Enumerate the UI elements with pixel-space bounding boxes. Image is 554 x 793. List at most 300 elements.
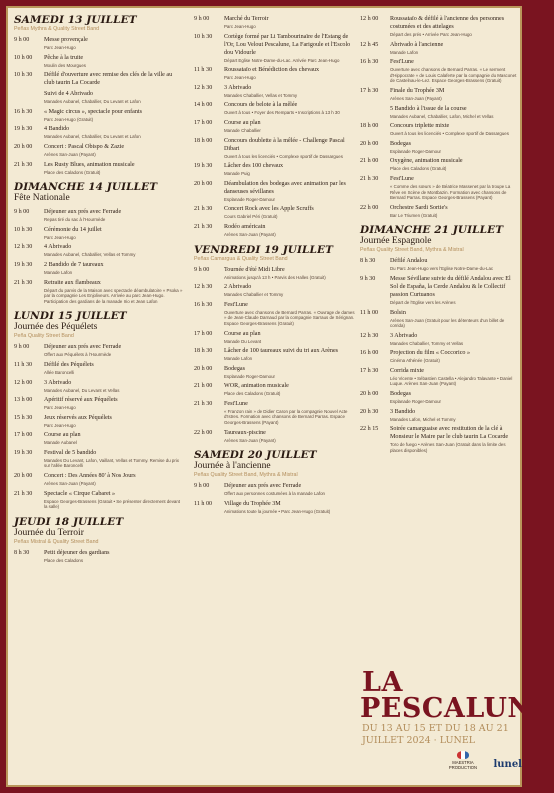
event-time: 16 h 30 [194, 301, 213, 308]
event-time: 20 h 00 [194, 365, 213, 372]
event-row [194, 119, 356, 134]
event-details: Esplanade Roger-Damour [390, 148, 442, 154]
event-time: 9 h 00 [194, 266, 210, 273]
event-details: Ouverture avec chansons de Bernard Parras. « Ouvrage de dames » de Jean-Claude Darnaud par la compagnie Sarraus de Sérignan. Espace Georges-Brassens (Gratuit) [224, 309, 355, 326]
event-body [44, 343, 184, 358]
event-body [390, 58, 518, 84]
logo-line-2: PESCALUNE [360, 693, 554, 724]
event-row [194, 266, 356, 281]
event-details: Place des Caladons (Gratuit) [390, 166, 447, 172]
event-body [224, 33, 356, 64]
event-time: 22 h 00 [360, 204, 379, 211]
event-details: Arènes San-Juan (Payant) [224, 437, 276, 443]
logo-line-1: LA [362, 667, 403, 698]
event-time: 15 h 30 [14, 414, 33, 421]
event-row [14, 343, 184, 358]
event-time: 16 h 30 [360, 59, 379, 66]
event-row [194, 15, 356, 30]
event-title: Concours de belote à la mêlée [224, 102, 298, 109]
event-title: Projection du film « Coccorico » [390, 350, 471, 357]
event-details: Départ de l'Eglise vers les Arènes [390, 299, 456, 305]
pescalune-logo [360, 667, 554, 746]
event-title: 5 Bandido à l'issue de la course [390, 105, 467, 112]
event-row [194, 33, 356, 64]
day-title: SAMEDI 20 JUILLET [194, 449, 317, 462]
event-time: 12 h 30 [194, 284, 213, 291]
event-time: 17 h 00 [194, 330, 213, 337]
event-time: 9 h 00 [14, 344, 30, 351]
day-block [14, 516, 184, 570]
event-title: Lâcher des 100 chevaux [224, 163, 284, 170]
event-body [390, 309, 518, 329]
event-time: 16 h 30 [14, 108, 33, 115]
event-time: 9 h 00 [194, 16, 210, 22]
event-time: 22 h 15 [360, 426, 379, 433]
event-title: Corrida mixte [390, 367, 425, 374]
event-title: Déjeuner aux prés avec Ferrade [224, 483, 302, 490]
event-title: Pêche à la truite [44, 54, 84, 61]
event-row [194, 283, 356, 298]
event-title: Défilé des Péquélets [44, 361, 94, 368]
event-time: 9 h 00 [14, 37, 30, 43]
event-details: Manades Aubanel, Du Levant et Vellas [44, 387, 120, 393]
event-row [360, 390, 518, 405]
event-row [194, 301, 356, 327]
program-poster [6, 6, 554, 787]
event-title: Bodegas [390, 140, 411, 147]
event-time: 18 h 00 [194, 137, 213, 144]
event-row [14, 125, 184, 140]
event-details: Parc Jean-Hugo (Gratuit) [44, 116, 94, 122]
sponsors [448, 751, 522, 770]
event-details: Départ du parvis de la Maison avec spectacle déambulatoire « Psoka » par la compagnie Les Enjoliveurs. Arrivée au parc Jean-Hugo. Participation des gardians de la manade Irio et Jean Lafon [44, 287, 183, 304]
event-time: 12 h 45 [360, 41, 379, 48]
event-time: 21 h 30 [194, 400, 213, 407]
event-details: Arènes San-Juan (Payant) [224, 231, 276, 237]
event-body [224, 15, 356, 30]
event-body [224, 180, 356, 203]
event-title: Abrivado à l'ancienne [390, 41, 444, 48]
column-3 [360, 14, 518, 459]
event-time: 12 h 30 [360, 332, 379, 339]
event-body [224, 330, 356, 345]
event-body [224, 382, 356, 397]
event-details: Arènes San-Juan (Payant) [390, 95, 442, 101]
sponsor-lunel: lunel [493, 759, 522, 770]
event-row [360, 275, 518, 306]
day-organizers: Peña Quality Street Band [14, 333, 74, 340]
event-title: 4 Bandido [44, 126, 70, 133]
event-details: Ouverture avec chansons de Bernard Parras. « Le serment d'Hippocrate » de Louis Calaferte par la compagnie du Masconet de Castelnau-le-Lez. Espace Georges-Brassens (Gratuit) [390, 67, 517, 84]
event-title: Roussataïo & défilé à l'ancienne des personnes costumées et des attelages [390, 16, 505, 30]
event-row [360, 175, 518, 201]
event-body [44, 143, 184, 158]
event-row [360, 122, 518, 137]
event-row [360, 15, 518, 38]
event-body [390, 367, 518, 387]
event-details: Manade Lafon [390, 49, 419, 55]
event-time: 19 h 30 [14, 126, 33, 133]
event-details: Manade Chaballier [224, 127, 261, 133]
event-details: Manades Lafon, Michel et Tommy [390, 416, 456, 422]
event-body [44, 472, 184, 487]
day-block [360, 224, 518, 459]
event-body [44, 125, 184, 140]
day-block [194, 15, 356, 244]
event-row [14, 54, 184, 69]
day-subtitle: Journée du Terroir [14, 527, 84, 538]
event-title: 2 Bandido de 7 taureaux [44, 261, 104, 268]
event-time: 9 h 30 [360, 275, 376, 282]
event-row [14, 490, 184, 510]
event-title: Concert : Des Années 80' à Nos Jours [44, 473, 136, 480]
event-body [390, 390, 518, 405]
event-time: 19 h 30 [14, 261, 33, 268]
event-details: Parc Jean-Hugo [224, 75, 256, 81]
event-body [224, 162, 356, 177]
event-details: Manades Aubanel, Chaballier, Du Levant et Lafon [44, 99, 141, 105]
event-row [360, 204, 518, 219]
event-title: « Magic circus », spectacle pour enfants [44, 108, 142, 115]
event-title: Concert : Pascal Obispo & Zazie [44, 143, 125, 150]
event-row [360, 157, 518, 172]
event-details: Manade Lafon [44, 269, 73, 275]
day-organizers: Peñas Mistral & Quality Street Band [14, 538, 99, 545]
event-row [360, 87, 518, 102]
event-title: Fest'Lune [224, 301, 248, 308]
event-title: Fest'Lune [390, 59, 414, 66]
event-body [224, 365, 356, 380]
event-title: Concert Rock avec les Apple Scruffs [224, 206, 314, 213]
event-row [360, 41, 518, 56]
event-row [194, 347, 356, 362]
event-body [44, 431, 184, 446]
event-body [224, 223, 356, 238]
day-subtitle: Journée des Péquélets [14, 322, 98, 333]
event-body [44, 279, 184, 305]
day-organizers: Peñas Camargua & Quality Street Band [194, 255, 288, 262]
day-title: JEUDI 18 JUILLET [14, 515, 124, 528]
event-title: Défilé d'ouverture avec remise des clés de la ville au club taurin La Cocarde [44, 72, 173, 87]
event-row [14, 71, 184, 87]
event-row [194, 429, 356, 444]
event-details: « Franzon rain » de Didier Caron par la compagnie Nouvel Acte d'Istres. Formation avec chansons de Bernard Parras. Espace Georges-Brassens (Payant) [224, 408, 348, 426]
event-time: 11 h 00 [194, 500, 213, 507]
event-time: 19 h 30 [14, 449, 33, 456]
day-organizers: Peñas Mythra & Quality Street Band [14, 26, 100, 32]
event-time: 19 h 30 [194, 163, 213, 170]
event-row [14, 90, 184, 105]
event-time: 17 h 00 [14, 432, 33, 439]
event-time: 12 h 30 [194, 84, 213, 91]
event-body [224, 119, 356, 134]
event-details: « Comme des sœurs » de Béatrice Massenet par la troupe La Rêve en Scène de Montbazin. Formation avec chansons de Bernard Parras. Espace Georges-Brassens (Payant) [390, 183, 511, 201]
event-row [360, 140, 518, 155]
event-time: 17 h 30 [360, 87, 379, 94]
event-details: Manade Aubanel [44, 440, 77, 446]
event-body [44, 261, 184, 276]
event-title: Retraite aux flambeaux [44, 279, 101, 286]
event-row [14, 161, 184, 176]
event-title: Déjeuner aux prés avec Ferrade [44, 344, 122, 351]
event-body [390, 122, 518, 137]
event-row [360, 367, 518, 387]
event-details: Parc Jean-Hugo [44, 234, 76, 240]
event-body [390, 257, 518, 272]
event-time: 12 h 00 [360, 16, 379, 22]
event-details: Ouvert à tous les licenciés • Complexe sportif de Dassargues [224, 153, 343, 159]
event-body [44, 490, 184, 510]
event-title: WOR, animation musicale [224, 383, 289, 390]
event-time: 20 h 00 [14, 143, 33, 150]
event-details: Place des Caladons (Gratuit) [44, 169, 101, 175]
event-row [14, 261, 184, 276]
day-block [360, 15, 518, 224]
spacer [14, 566, 184, 569]
event-title: Déjeuner aux prés avec Ferrade [44, 209, 122, 216]
event-row [360, 58, 518, 84]
day-block [14, 14, 184, 181]
event-details: Toro de fuego • Arènes San-Juan (Gratuit dans la limite des places disponibles) [390, 442, 506, 453]
event-title: Fest'Lune [224, 400, 248, 407]
event-row [360, 349, 518, 364]
event-time: 10 h 30 [14, 226, 33, 233]
event-title: 3 Abrivado [44, 379, 72, 386]
event-time: 20 h 00 [194, 180, 213, 187]
sponsor-maestria-label: MAESTRIA PRODUCTION [448, 760, 478, 770]
event-row [194, 162, 356, 177]
event-title: Déambulation des bodegas avec animation par les danseuses sévillanes [224, 180, 346, 195]
event-title: Taureaux-piscine [224, 429, 266, 436]
event-row [360, 257, 518, 272]
event-title: Bolsin [390, 309, 406, 316]
spacer [194, 517, 356, 520]
event-title: Apéritif réservé aux Péquélets [44, 397, 118, 404]
event-details: Ouvert à tous • Foyer des Remparts • Inscriptions à 13 h 30 [224, 110, 340, 116]
event-time: 21 h 30 [14, 161, 33, 168]
event-body [390, 140, 518, 155]
event-row [194, 66, 356, 81]
event-time: 8 h 30 [14, 549, 30, 556]
event-body [224, 205, 356, 220]
festival-dates-2: JUILLET 2024 · LUNEL [362, 735, 476, 746]
event-row [194, 382, 356, 397]
event-body [44, 36, 184, 51]
event-details: Allée Baroncelli [44, 369, 75, 375]
event-title: Messe Sévillane suivie du défilé Andalou avec El Sol de España, la Cerde Andalou & le Collectif passion Curtuanos [390, 275, 511, 298]
event-row [194, 101, 356, 116]
event-details: Parc Jean-Hugo [44, 45, 76, 50]
event-body [44, 54, 184, 69]
event-body [224, 283, 356, 298]
event-title: 4 Abrivado [44, 244, 72, 251]
event-row [14, 449, 184, 469]
event-details: Repas tiré du sac à l'Hourmède [44, 217, 106, 223]
event-details: Animations toute la journée • Parc Jean-Hugo (Gratuit) [224, 508, 331, 514]
event-body [390, 157, 518, 172]
event-title: Messe provençale [44, 37, 88, 43]
event-body [224, 66, 356, 81]
event-body [224, 482, 356, 497]
event-title: Tournée d'été Midi Libre [224, 266, 285, 273]
event-body [44, 361, 184, 376]
event-body [390, 425, 518, 453]
event-body [224, 101, 356, 116]
event-details: Manades Chaballier, Vellas et Tommy [224, 92, 298, 98]
event-details: Manades Du Levant, Lafon, Vaillant, Vellas et Tommy. Remise du prix sur l'allée Baroncelli [44, 457, 179, 469]
event-row [194, 84, 356, 99]
event-row [194, 330, 356, 345]
event-time: 14 h 00 [194, 102, 213, 109]
event-row [14, 36, 184, 51]
sponsor-emblem-icon [457, 751, 469, 759]
event-row [14, 549, 184, 564]
event-body [224, 500, 356, 515]
event-row [14, 279, 184, 305]
event-details: Manade Puig [224, 171, 250, 177]
event-title: Fest'Lune [390, 175, 414, 182]
event-body [224, 400, 356, 426]
event-details: Esplanade Roger-Damour [390, 399, 442, 405]
event-title: Village du Trophée 3M [224, 500, 281, 507]
event-time: 9 h 00 [14, 209, 30, 216]
event-title: Spectacle « Cirque Cabaret » [44, 490, 116, 497]
event-time: 12 h 00 [14, 379, 33, 386]
event-details: Parc Jean-Hugo [224, 24, 256, 29]
event-body [390, 41, 518, 56]
event-body [224, 347, 356, 362]
event-body [44, 379, 184, 394]
event-body [44, 449, 184, 469]
event-time: 10 h 30 [194, 33, 213, 40]
event-time: 18 h 30 [194, 348, 213, 355]
event-title: Bodegas [224, 365, 245, 372]
event-row [14, 243, 184, 258]
event-title: Petit déjeuner des gardians [44, 549, 110, 556]
event-title: Roussataïo et Bénédiction des chevaux [224, 67, 320, 74]
day-title: SAMEDI 13 JUILLET [14, 14, 137, 26]
event-time: 21 h 30 [360, 175, 379, 182]
event-details: Offert aux personnes costumées à la manade Lafon [224, 491, 325, 497]
event-row [194, 500, 356, 515]
event-title: Finale du Trophée 3M [390, 87, 445, 94]
event-body [224, 137, 356, 160]
day-subtitle: Fête Nationale [14, 193, 70, 204]
event-time: 21 h 30 [14, 490, 33, 497]
event-row [360, 105, 518, 120]
event-details: Moulin des Mourgues [44, 62, 86, 68]
event-body [44, 549, 184, 564]
event-title: Jeux réservés aux Péquélets [44, 414, 112, 421]
event-time: 17 h 30 [360, 367, 379, 374]
event-time: 20 h 00 [14, 473, 33, 480]
event-time: 10 h 00 [14, 54, 33, 61]
event-row [14, 208, 184, 223]
event-time: 20 h 00 [360, 140, 379, 147]
event-details: Arènes San-Juan (Gratuit pour les détenteurs d'un billet de corrida) [390, 317, 505, 329]
column-2 [194, 14, 356, 520]
event-title: Course au plan [44, 432, 81, 439]
event-time: 9 h 00 [194, 483, 210, 490]
event-details: Cinéma Athénée (Gratuit) [390, 358, 440, 364]
day-subtitle: Journée à l'ancienne [194, 461, 271, 472]
event-title: 3 Abrivado [224, 84, 252, 91]
event-body [224, 301, 356, 327]
event-details: Place des Caladons (Gratuit) [224, 391, 281, 397]
event-details: Du Parc Jean-Hugo vers l'Eglise Notre-Dame-du-Lac [390, 266, 494, 272]
event-row [194, 482, 356, 497]
event-time: 11 h 30 [14, 361, 33, 368]
event-body [44, 208, 184, 223]
event-details: Manades Aubanel, Chaballier, Du Levant et Lafon [44, 134, 141, 140]
event-body [390, 332, 518, 347]
day-title: LUNDI 15 JUILLET [14, 310, 127, 323]
event-details: Cours Gabriel Péri (Gratuit) [224, 214, 278, 220]
spacer [14, 204, 184, 207]
event-time: 20 h 00 [360, 391, 379, 398]
event-row [194, 137, 356, 160]
event-title: Rodéo américain [224, 223, 266, 230]
event-title: Défilé Andalou [390, 258, 428, 265]
event-title: Course au plan [224, 330, 261, 337]
day-block [14, 181, 184, 310]
event-time: 18 h 00 [360, 123, 379, 130]
event-time: 21 h 00 [194, 383, 213, 390]
event-title: Lâcher de 100 taureaux suivi du tri aux Arènes [224, 348, 339, 355]
event-body [390, 408, 518, 423]
event-title: Festival de 5 bandido [44, 449, 97, 456]
event-title: 2 Abrivado [224, 284, 252, 291]
sponsor-maestria [448, 751, 478, 770]
day-block [194, 244, 356, 450]
event-time: 16 h 00 [360, 350, 379, 357]
event-details: Manades Aubanel, Chaballier, Vellas et Tommy [44, 252, 136, 258]
event-time: 21 h 30 [194, 206, 213, 213]
day-subtitle: Journée Espagnole [360, 236, 432, 247]
event-body [44, 396, 184, 411]
event-details: Animations jusqu'à 13 h • Parvis des Halles (Gratuit) [224, 274, 326, 280]
event-body [44, 414, 184, 429]
event-body [390, 105, 518, 120]
day-title: DIMANCHE 14 JUILLET [14, 181, 158, 194]
event-row [194, 205, 356, 220]
event-title: Oxygène, animation musicale [390, 158, 463, 165]
event-body [390, 204, 518, 219]
event-body [44, 226, 184, 241]
day-organizers: Peñas Quality Street Band, Mythra & Mistral [360, 247, 464, 254]
event-row [14, 143, 184, 158]
event-time [14, 90, 44, 105]
event-details: Offert aux Péquélets à l'Hourmède [44, 352, 112, 358]
event-body [44, 90, 184, 105]
event-details: Bar Le Triumen (Gratuit) [390, 212, 438, 218]
event-row [14, 361, 184, 376]
festival-dates-1: DU 13 AU 15 ET DU 18 AU 21 [362, 723, 509, 734]
event-title: Orchestre Sardi Sortie's [390, 204, 448, 211]
event-time: 8 h 30 [360, 258, 376, 265]
day-title: VENDREDI 19 JUILLET [194, 243, 334, 256]
event-title: Les Rusty Blues, animation musicale [44, 161, 135, 168]
event-body [390, 349, 518, 364]
event-title: Soirée camarguaise avec restitution de la clé à Monsieur le Maire par le club taurin La Cocarde [390, 426, 509, 441]
event-row [14, 472, 184, 487]
event-title: Bodegas [390, 391, 411, 398]
event-time: 21 h 30 [194, 223, 213, 230]
day-title: DIMANCHE 21 JUILLET [360, 224, 504, 237]
event-details: Esplanade Roger-Damour [224, 373, 276, 379]
event-body [44, 161, 184, 176]
event-row [14, 431, 184, 446]
